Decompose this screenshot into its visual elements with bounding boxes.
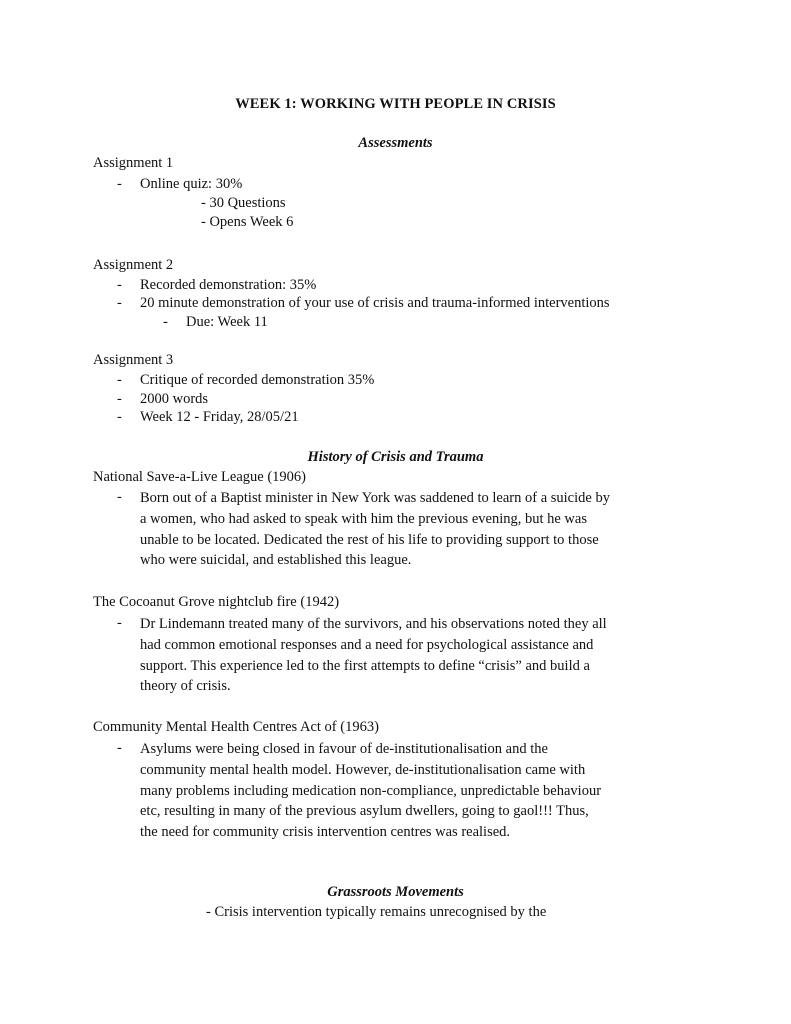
page-title: WEEK 1: WORKING WITH PEOPLE IN CRISIS — [235, 96, 556, 112]
bullet-dash: - — [117, 391, 122, 407]
bullet-dash: - — [117, 409, 122, 425]
assignment-2-item: 20 minute demonstration of your use of crisis and trauma-informed interventions — [140, 295, 610, 311]
bullet-dash: - — [117, 615, 122, 631]
assignment-3-item: 2000 words — [140, 391, 209, 407]
assessments-heading: Assessments — [358, 135, 433, 151]
assignment-2-item: Recorded demonstration: 35% — [140, 277, 317, 293]
history-section-label: Community Mental Health Centres Act of (1963) — [93, 719, 379, 735]
history-section-label: National Save-a-Live League (1906) — [93, 469, 306, 485]
history-section-label: The Cocoanut Grove nightclub fire (1942) — [93, 594, 340, 610]
assignment-2-label: Assignment 2 — [93, 257, 174, 273]
assignment-2-subitem: Due: Week 11 — [186, 314, 268, 330]
history-section-text: Asylums were being closed in favour of de-institutionalisation and the community mental health model. However, de-institutionalisation came with many problems including medication non-compliance, unpredictable behaviour etc, resulting in many of the previous asylum dwellers, going to gaol!!! Thus, the need for community crisis intervention centres was realised. — [140, 741, 602, 841]
bullet-dash: - — [117, 277, 122, 293]
bullet-dash: - — [117, 372, 122, 388]
assignment-3-label: Assignment 3 — [93, 352, 174, 368]
bullet-dash: - — [117, 489, 122, 505]
assignment-1-subitem: - 30 Questions — [201, 195, 286, 211]
history-section-text: Born out of a Baptist minister in New York was saddened to learn of a suicide by a women, who had asked to speak with him the previous evening, but he was unable to be located. Dedicated the rest of his life to providing support to those who were suicidal, and established this league. — [140, 490, 610, 569]
assignment-1-subitem: - Opens Week 6 — [201, 214, 294, 230]
grassroots-heading: Grassroots Movements — [327, 884, 464, 900]
history-heading: History of Crisis and Trauma — [307, 449, 484, 465]
bullet-dash: - — [117, 740, 122, 756]
bullet-dash: - — [117, 176, 122, 192]
assignment-3-item: Critique of recorded demonstration 35% — [140, 372, 375, 388]
bullet-dash: - — [163, 314, 168, 330]
assignment-1-label: Assignment 1 — [93, 155, 174, 171]
grassroots-text: - Crisis intervention typically remains unrecognised by the — [206, 904, 547, 920]
assignment-1-item: Online quiz: 30% — [140, 176, 243, 192]
bullet-dash: - — [117, 295, 122, 311]
history-section-text: Dr Lindemann treated many of the survivors, and his observations noted they all had common emotional responses and a need for psychological assistance and support. This experience led to the first attempts to define “crisis” and build a theory of crisis. — [140, 616, 607, 695]
assignment-3-item: Week 12 - Friday, 28/05/21 — [140, 409, 299, 425]
